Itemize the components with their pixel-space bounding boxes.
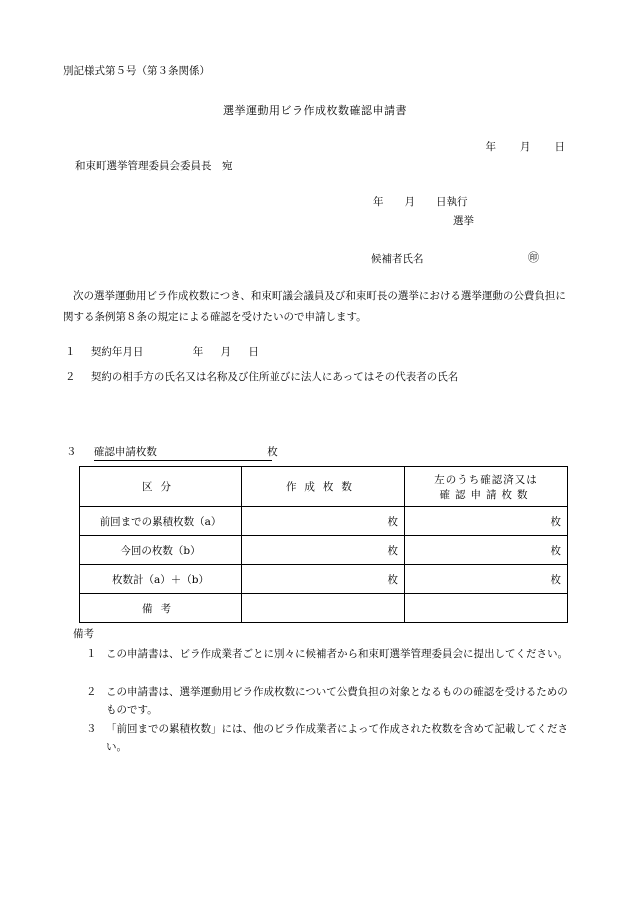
note-text: この申請書は、選挙運動用ビラ作成枚数について公費負担の対象となるものの確認を受けるためのものです。 <box>106 686 568 716</box>
note-item <box>86 645 568 663</box>
header-confirmed-count <box>404 467 567 507</box>
election-date: 年 月 日執行 <box>373 196 468 208</box>
item-contractor <box>65 371 458 384</box>
note-text: この申請書は、ビラ作成業者ごとに別々に候補者から和束町選挙管理委員会に提出してください。 <box>106 648 568 660</box>
item-requested-count <box>66 446 278 461</box>
election-type: 選挙 <box>453 215 474 227</box>
notes-title: 備考 <box>73 628 94 640</box>
row-label: 備考 <box>80 594 242 623</box>
application-statement: 次の選挙運動用ビラ作成枚数につき、和束町議会議員及び和束町長の選挙における選挙運動の公費負担に関する条例第８条の規定による確認を受けたいので申請します。 <box>63 290 566 323</box>
count-table <box>79 466 568 623</box>
form-number: 別記様式第５号（第３条関係） <box>63 65 210 77</box>
confirmed-count-cell[interactable]: 枚 <box>404 565 567 594</box>
remarks-cell[interactable] <box>241 594 404 623</box>
item-label: 確認申請枚数 <box>93 446 157 458</box>
note-number: １ <box>86 648 97 660</box>
note-text: 「前回までの累積枚数」には、他のビラ作成業者によって作成された枚数を含めて記載してください。 <box>106 723 568 753</box>
table-row <box>80 507 568 536</box>
item-number: ３ <box>66 446 77 458</box>
submission-date: 年 月 日 <box>485 141 566 153</box>
note-number: ２ <box>86 686 97 698</box>
item-contract-date <box>65 346 259 359</box>
table-row <box>80 565 568 594</box>
row-label: 前回までの累積枚数（a） <box>80 507 242 536</box>
table-row <box>80 536 568 565</box>
unit-label: 枚 <box>267 446 278 458</box>
addressee: 和束町選挙管理委員会委員長 宛 <box>75 160 233 172</box>
table-row-remarks <box>80 594 568 623</box>
item-number: １ <box>65 346 76 358</box>
item-label: 契約年月日 <box>90 346 144 358</box>
header-created-count: 作成枚数 <box>241 467 404 507</box>
confirmed-count-cell[interactable]: 枚 <box>404 536 567 565</box>
contract-date-field: 年 月 日 <box>192 346 259 358</box>
note-item <box>86 683 568 719</box>
note-number: ３ <box>86 723 97 735</box>
seal-mark: ㊞ <box>528 251 539 264</box>
remarks-cell[interactable] <box>404 594 567 623</box>
header-line: 左のうち確認済又は <box>434 473 538 486</box>
note-item <box>86 720 568 756</box>
document-title: 選挙運動用ビラ作成枚数確認申請書 <box>223 104 407 117</box>
created-count-cell[interactable]: 枚 <box>241 565 404 594</box>
item-label: 契約の相手方の氏名又は名称及び住所並びに法人にあってはその代表者の氏名 <box>90 371 459 383</box>
requested-count-field <box>94 446 272 461</box>
header-category: 区分 <box>80 467 242 507</box>
row-label: 枚数計（a）＋（b） <box>80 565 242 594</box>
candidate-name-label: 候補者氏名 <box>371 253 424 265</box>
row-label: 今回の枚数（b） <box>80 536 242 565</box>
created-count-cell[interactable]: 枚 <box>241 536 404 565</box>
created-count-cell[interactable]: 枚 <box>241 507 404 536</box>
confirmed-count-cell[interactable]: 枚 <box>404 507 567 536</box>
item-number: ２ <box>65 371 76 383</box>
table-header-row <box>80 467 568 507</box>
header-line: 確認申請枚数 <box>439 488 533 501</box>
